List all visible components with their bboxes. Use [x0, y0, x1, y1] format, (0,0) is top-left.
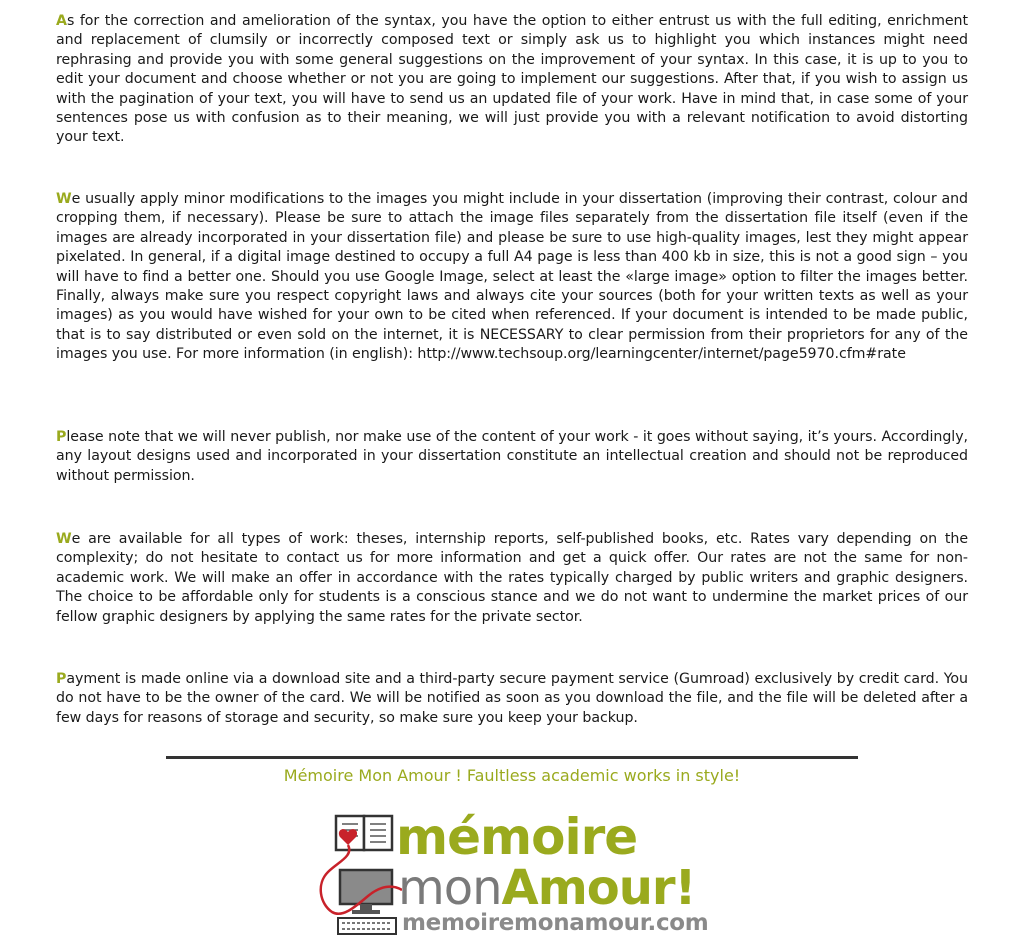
logo-word-mon: mon: [398, 860, 502, 916]
paragraph-rates: [56, 530, 968, 627]
paragraph-payment: [56, 670, 968, 728]
logo-word-amour: Amour!: [501, 860, 696, 916]
paragraph-text: lease note that we will never publish, nor make use of the content of your work - it goes without saying, it’s yours. Accordingly, any layout designs used and incorporated in your dissertation constitute an intellectual creation and should not be reproduced without permission.: [56, 429, 968, 484]
drop-letter: W: [56, 191, 72, 207]
paragraph-syntax-correction: [56, 12, 968, 148]
drop-letter: W: [56, 531, 72, 547]
footer-tagline: Mémoire Mon Amour ! Faultless academic works in style!: [283, 766, 741, 785]
paragraph-text: e usually apply minor modifications to the images you might include in your dissertation (improving their contrast, colour and cropping them, if necessary). Please be sure to attach the image files separately from the dissertation file itself (even if the images are already incorporated in your dissertation file) and please be sure to use high-quality images, lest they might appear pixelated. In general, if a digital image destined to occupy a full A4 page is less than 400 kb in size, this is not a good sign – you will have to find a better one. Should you use Google Image, select at least the «large image» option to filter the images better. Finally, always make sure you respect copyright laws and always cite your sources (both for your written texts as well as your images) as you would have wished for your own to be cited when referenced. If your document is intended to be made public, that is to say distributed or even sold on the internet, it is NECESSARY to clear permission from their proprietors for any of the images you use. For more information (in english): http://www.techsoup.org/learningcenter/internet/page5970.cfm#rate: [56, 191, 968, 363]
logo-url: memoiremonamour.com: [402, 910, 709, 936]
paragraph-images: [56, 190, 968, 365]
keyboard-icon: [338, 918, 396, 934]
drop-letter: P: [56, 671, 67, 687]
paragraph-privacy: [56, 428, 968, 486]
paragraph-text: s for the correction and amelioration of the syntax, you have the option to either entrust us with the full editing, enrichment and replacement of clumsily or incorrectly composed text or simply ask us to highlight you which instances might need rephrasing and provide you with some general suggestions on the improvement of your syntax. In this case, it is up to you to edit your document and choose whether or not you are going to implement our suggestions. After that, if you wish to assign us with the pagination of your text, you will have to send us an updated file of your work. Have in mind that, in case some of your sentences pose us with confusion as to their meaning, we will just provide you with a relevant notification to avoid distorting your text.: [56, 13, 968, 146]
drop-letter: P: [56, 429, 67, 445]
footer-divider: [166, 756, 858, 759]
book-computer-heart-icon: [318, 812, 402, 938]
monitor-icon: [340, 870, 392, 914]
logo-word-mon-amour: [398, 860, 695, 916]
drop-letter: A: [56, 13, 67, 29]
paragraph-text: ayment is made online via a download site and a third-party secure payment service (Gumroad) exclusively by credit card. You do not have to be the owner of the card. We will be notified as soon as you download the file, and the file will be deleted after a few days for reasons of storage and security, so make sure you keep your backup.: [56, 671, 968, 726]
brand-logo: [318, 808, 718, 940]
paragraph-text: e are available for all types of work: theses, internship reports, self-published books, etc. Rates vary depending on the complexity; do not hesitate to contact us for more information and get a quick offer. Our rates are not the same for non-academic work. We will make an offer in accordance with the rates typically charged by public writers and graphic designers. The choice to be affordable only for students is a conscious stance and we do not want to undermine the market prices of our fellow graphic designers by applying the same rates for the private sector.: [56, 531, 968, 625]
logo-word-memoire: mémoire: [396, 808, 638, 866]
